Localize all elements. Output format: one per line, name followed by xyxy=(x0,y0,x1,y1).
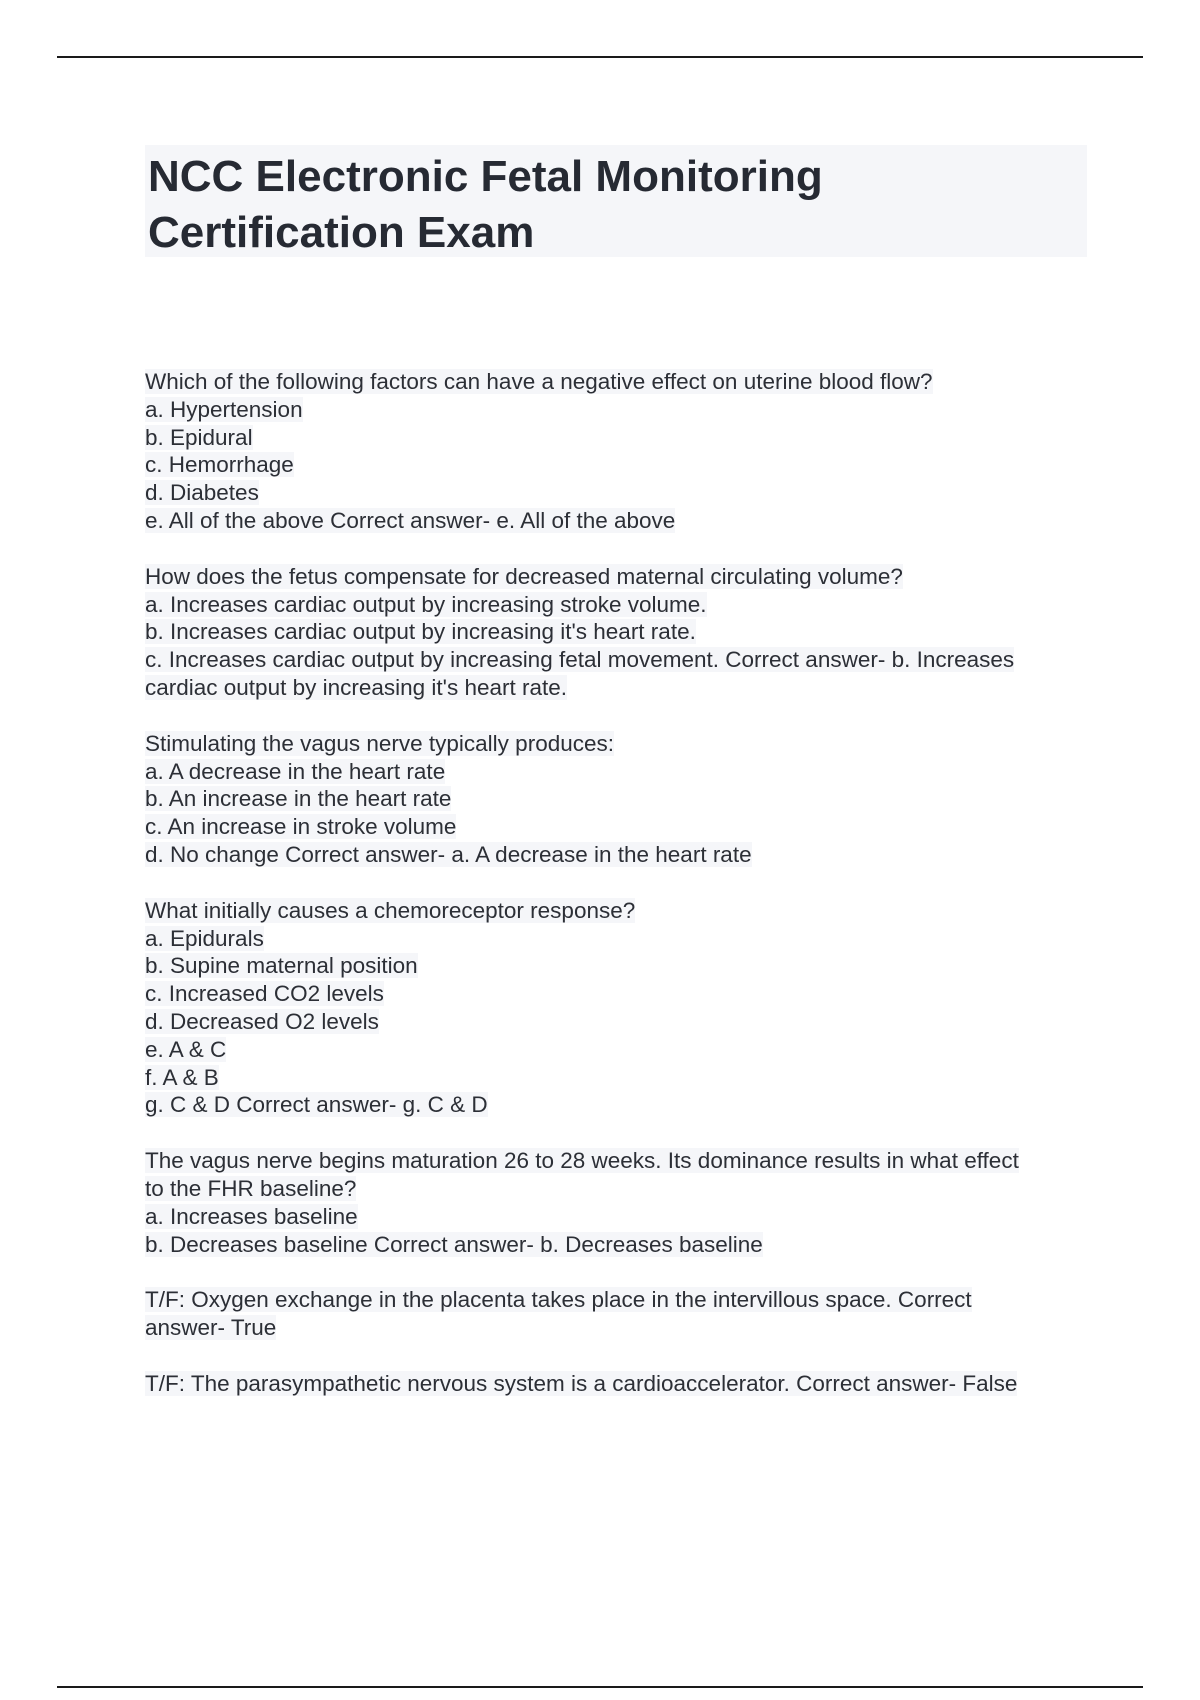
question-5-line-1: The vagus nerve begins maturation 26 to 28 weeks. Its dominance results in what effect xyxy=(145,1148,1019,1174)
question-4-line-5: d. Decreased O2 levels xyxy=(145,1008,379,1034)
question-block-5 xyxy=(145,1147,1087,1258)
title-block xyxy=(145,145,1087,257)
question-4-line-4: c. Increased CO2 levels xyxy=(145,981,384,1007)
question-2-line-5: cardiac output by increasing it's heart rate. xyxy=(145,674,568,700)
question-3-line-1: Stimulating the vagus nerve typically produces: xyxy=(145,730,614,756)
question-1-line-2: a. Hypertension xyxy=(145,396,303,422)
question-6-line-1: T/F: Oxygen exchange in the placenta takes place in the intervillous space. Correct xyxy=(145,1287,972,1313)
question-5-line-3: a. Increases baseline xyxy=(145,1203,358,1229)
question-1-line-3: b. Epidural xyxy=(145,424,253,450)
document-title-line-1: NCC Electronic Fetal Monitoring xyxy=(148,152,823,201)
header-rule xyxy=(57,56,1143,58)
question-2-line-2: a. Increases cardiac output by increasing stroke volume. xyxy=(145,591,707,617)
question-2-line-3: b. Increases cardiac output by increasing it's heart rate. xyxy=(145,619,696,645)
questions-list xyxy=(145,368,1087,1426)
question-block-3 xyxy=(145,730,1087,869)
question-4-line-2: a. Epidurals xyxy=(145,925,264,951)
question-4-line-3: b. Supine maternal position xyxy=(145,953,418,979)
question-7-line-1: T/F: The parasympathetic nervous system is a cardioaccelerator. Correct answer- False xyxy=(145,1370,1018,1396)
question-4-line-7: f. A & B xyxy=(145,1064,219,1090)
question-3-line-3: b. An increase in the heart rate xyxy=(145,786,452,812)
question-3-line-5: d. No change Correct answer- a. A decrease in the heart rate xyxy=(145,841,752,867)
question-5-line-2: to the FHR baseline? xyxy=(145,1175,357,1201)
question-block-4 xyxy=(145,897,1087,1119)
question-5-line-4: b. Decreases baseline Correct answer- b. Decreases baseline xyxy=(145,1231,763,1257)
question-2-line-4: c. Increases cardiac output by increasing fetal movement. Correct answer- b. Increases xyxy=(145,647,1015,673)
question-block-1 xyxy=(145,368,1087,535)
question-block-6 xyxy=(145,1286,1087,1342)
question-1-line-1: Which of the following factors can have a negative effect on uterine blood flow? xyxy=(145,369,933,394)
question-3-line-2: a. A decrease in the heart rate xyxy=(145,758,446,784)
question-4-line-6: e. A & C xyxy=(145,1036,227,1062)
question-6-line-2: answer- True xyxy=(145,1315,277,1341)
question-4-line-8: g. C & D Correct answer- g. C & D xyxy=(145,1092,488,1118)
question-1-line-6: e. All of the above Correct answer- e. All of the above xyxy=(145,507,676,533)
document-title xyxy=(148,149,1085,261)
question-1-line-4: c. Hemorrhage xyxy=(145,452,294,478)
question-block-7 xyxy=(145,1370,1087,1398)
document-title-line-2: Certification Exam xyxy=(148,208,535,257)
question-4-line-1: What initially causes a chemoreceptor response? xyxy=(145,897,636,923)
question-3-line-4: c. An increase in stroke volume xyxy=(145,814,457,840)
question-block-2 xyxy=(145,563,1087,702)
question-2-line-1: How does the fetus compensate for decreased maternal circulating volume? xyxy=(145,563,903,589)
footer-rule xyxy=(57,1686,1143,1688)
question-1-line-5: d. Diabetes xyxy=(145,480,259,506)
